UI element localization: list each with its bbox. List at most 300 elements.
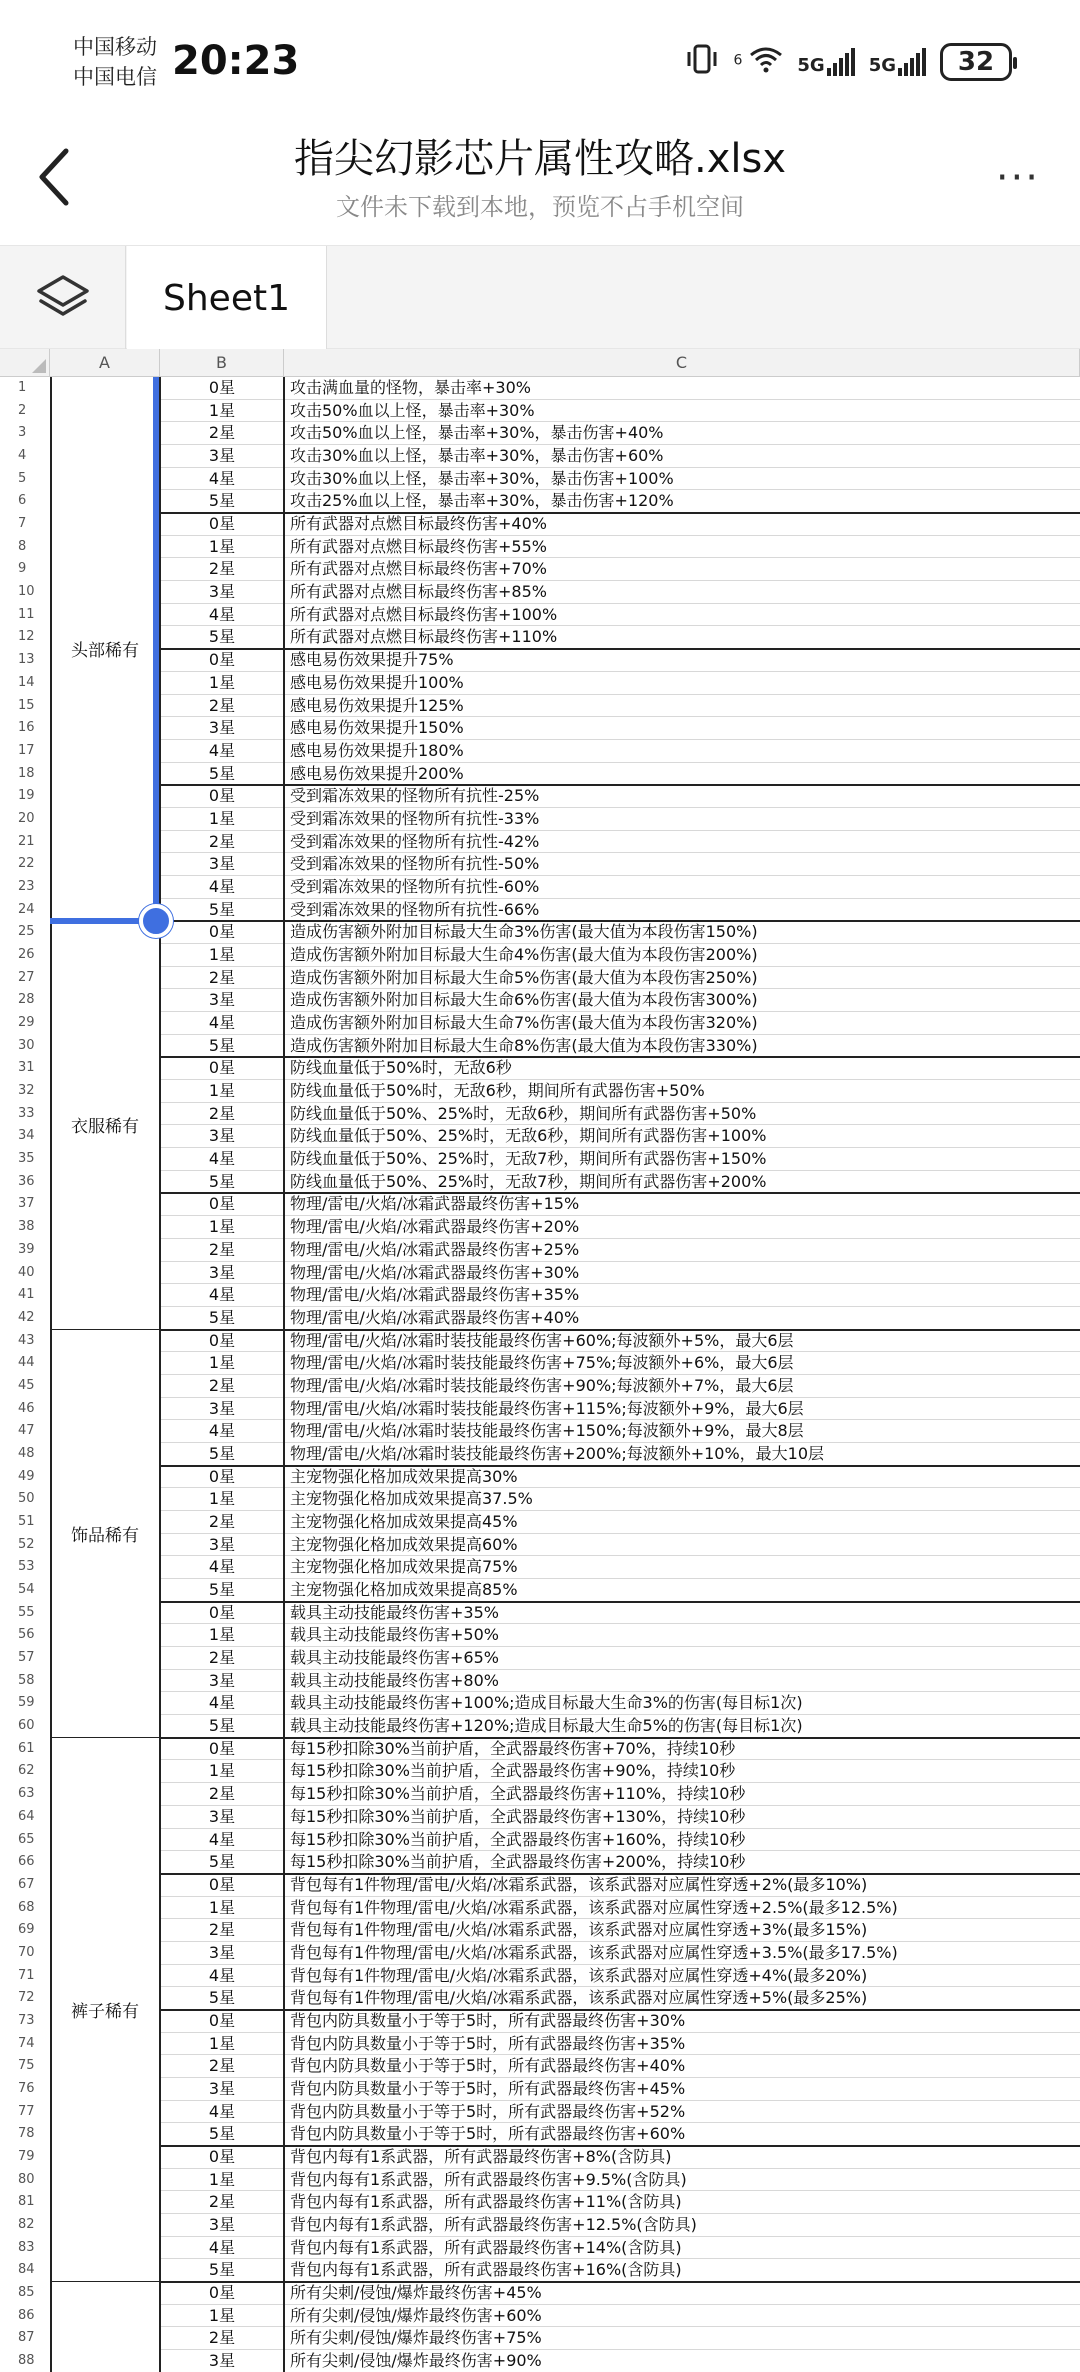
row-header[interactable]: 33 <box>18 1105 35 1121</box>
row-header[interactable]: 51 <box>18 1514 35 1529</box>
cell-star-level[interactable]: 5星 <box>208 627 236 647</box>
row-header[interactable]: 22 <box>18 856 35 872</box>
cell-star-level[interactable]: 3星 <box>208 1126 236 1146</box>
cell-attribute-description[interactable]: 载具主动技能最终伤害+120%;造成目标最大生命5%的伤害(每目标1次) <box>290 1716 803 1736</box>
row-header[interactable]: 11 <box>18 606 35 622</box>
row-header[interactable]: 47 <box>18 1423 35 1439</box>
cell-attribute-description[interactable]: 受到霜冻效果的怪物所有抗性-50% <box>290 854 540 874</box>
row-header[interactable]: 13 <box>18 652 35 668</box>
tab-sheet1[interactable]: Sheet1 <box>127 246 327 350</box>
row-header[interactable]: 54 <box>18 1582 35 1598</box>
row-header[interactable]: 9 <box>18 561 27 577</box>
cell-attribute-description[interactable]: 受到霜冻效果的怪物所有抗性-33% <box>290 808 540 828</box>
cell-star-level[interactable]: 5星 <box>208 1716 236 1736</box>
row-header[interactable]: 70 <box>18 1944 35 1960</box>
cell-star-level[interactable]: 3星 <box>208 718 236 738</box>
row-header[interactable]: 39 <box>18 1241 35 1257</box>
cell-star-level[interactable]: 3星 <box>208 1806 236 1826</box>
cell-star-level[interactable]: 2星 <box>208 559 236 579</box>
row-header[interactable]: 74 <box>18 2035 35 2051</box>
row-header[interactable]: 58 <box>18 1672 35 1688</box>
row-header[interactable]: 75 <box>18 2058 35 2074</box>
network-label-1: 5G <box>797 55 825 76</box>
row-header[interactable]: 26 <box>18 947 35 962</box>
row-header[interactable]: 86 <box>18 2307 35 2323</box>
layers-icon <box>35 273 91 323</box>
cell-star-level[interactable]: 0星 <box>208 786 236 806</box>
cell-star-level[interactable]: 3星 <box>208 2215 236 2235</box>
cell-star-level[interactable]: 5星 <box>208 1988 236 2008</box>
cell-star-level[interactable]: 5星 <box>208 1580 236 1600</box>
cell-attribute-description[interactable]: 主宠物强化格加成效果提高85% <box>290 1580 518 1600</box>
cell-attribute-description[interactable]: 载具主动技能最终伤害+50% <box>290 1625 499 1645</box>
cell-star-level[interactable]: 4星 <box>208 1285 236 1305</box>
cell-attribute-description[interactable]: 受到霜冻效果的怪物所有抗性-60% <box>290 876 540 896</box>
cell-star-level[interactable]: 4星 <box>208 1965 236 1985</box>
row-header[interactable]: 43 <box>18 1332 35 1348</box>
row-header[interactable]: 57 <box>18 1650 35 1666</box>
vibrate-icon <box>685 42 719 82</box>
row-header[interactable]: 53 <box>18 1559 35 1575</box>
row-header[interactable]: 72 <box>18 1990 35 2006</box>
cell-attribute-description[interactable]: 主宠物强化格加成效果提高75% <box>290 1557 518 1577</box>
cell-star-level[interactable]: 3星 <box>208 1534 236 1554</box>
cell-star-level[interactable]: 3星 <box>208 2079 236 2098</box>
cell-star-level[interactable]: 5星 <box>208 1443 236 1463</box>
cell-attribute-description[interactable]: 感电易伤效果提升150% <box>290 718 464 738</box>
row-header[interactable]: 78 <box>18 2126 35 2142</box>
cell-star-level[interactable]: 0星 <box>208 1602 236 1622</box>
cell-attribute-description[interactable]: 所有尖刺/侵蚀/爆炸最终伤害+60% <box>290 2305 542 2325</box>
cell-attribute-description[interactable]: 所有武器对点燃目标最终伤害+100% <box>290 604 558 624</box>
row-header[interactable]: 31 <box>18 1060 35 1076</box>
row-header[interactable]: 73 <box>18 2012 35 2028</box>
cell-attribute-description[interactable]: 攻击50%血以上怪，暴击率+30%，暴击伤害+40% <box>290 423 664 443</box>
cell-star-level[interactable]: 2星 <box>208 2056 236 2076</box>
cell-star-level[interactable]: 1星 <box>208 1217 236 1237</box>
cell-star-level[interactable]: 1星 <box>208 1353 236 1373</box>
cell-attribute-description[interactable]: 背包内防具数量小于等于5时，所有武器最终伤害+60% <box>290 2124 686 2144</box>
cell-attribute-description[interactable]: 载具主动技能最终伤害+35% <box>290 1602 499 1622</box>
cell-attribute-description[interactable]: 攻击满血量的怪物，暴击率+30% <box>290 378 531 397</box>
row-header[interactable]: 10 <box>18 584 35 600</box>
cell-attribute-description[interactable]: 所有武器对点燃目标最终伤害+55% <box>290 536 547 556</box>
cell-attribute-description[interactable]: 感电易伤效果提升180% <box>290 740 464 760</box>
cell-attribute-description[interactable]: 防线血量低于50%、25%时，无敌6秒，期间所有武器伤害+100% <box>290 1126 767 1146</box>
cell-attribute-description[interactable]: 背包内每有1系武器，所有武器最终伤害+12.5%(含防具) <box>290 2215 697 2235</box>
cell-star-level[interactable]: 2星 <box>208 1784 236 1804</box>
cell-star-level[interactable]: 3星 <box>208 990 236 1010</box>
cell-star-level[interactable]: 2星 <box>208 695 236 715</box>
cell-attribute-description[interactable]: 防线血量低于50%、25%时，无敌7秒，期间所有武器伤害+200% <box>290 1171 767 1191</box>
cell-attribute-description[interactable]: 受到霜冻效果的怪物所有抗性-25% <box>290 786 540 806</box>
row-header[interactable]: 32 <box>18 1083 35 1099</box>
cell-star-level[interactable]: 5星 <box>208 899 236 919</box>
row-header[interactable]: 3 <box>18 425 27 441</box>
cell-attribute-description[interactable]: 背包每有1件物理/雷电/火焰/冰霜系武器，该系武器对应属性穿透+4%(最多20%) <box>290 1965 868 1985</box>
cell-attribute-description[interactable]: 背包内防具数量小于等于5时，所有武器最终伤害+30% <box>290 2010 686 2030</box>
merged-category-cell[interactable] <box>50 2282 160 2372</box>
cell-attribute-description[interactable]: 造成伤害额外附加目标最大生命6%伤害(最大值为本段伤害300%) <box>290 990 758 1010</box>
cell-star-level[interactable]: 3星 <box>208 1398 236 1418</box>
row-header[interactable]: 5 <box>18 470 27 486</box>
row-header[interactable]: 45 <box>18 1377 35 1393</box>
merged-category-cell[interactable]: 裤子稀有 <box>50 1738 160 2281</box>
row-header[interactable]: 25 <box>18 924 35 940</box>
cell-star-level[interactable]: 5星 <box>208 1307 236 1327</box>
cell-star-level[interactable]: 2星 <box>208 1512 236 1531</box>
cell-star-level[interactable]: 4星 <box>208 740 236 760</box>
cell-attribute-description[interactable]: 攻击30%血以上怪，暴击率+30%，暴击伤害+100% <box>290 468 674 488</box>
cell-star-level[interactable]: 4星 <box>208 1421 236 1441</box>
row-header[interactable]: 24 <box>18 901 35 917</box>
block-separator <box>160 1465 1080 1467</box>
cell-attribute-description[interactable]: 物理/雷电/火焰/冰霜武器最终伤害+15% <box>290 1194 580 1214</box>
cell-star-level[interactable]: 5星 <box>208 491 236 511</box>
cell-star-level[interactable]: 3星 <box>208 1262 236 1282</box>
row-header[interactable]: 64 <box>18 1808 35 1824</box>
cell-attribute-description[interactable]: 攻击30%血以上怪，暴击率+30%，暴击伤害+60% <box>290 446 664 466</box>
cell-attribute-description[interactable]: 物理/雷电/火焰/冰霜时装技能最终伤害+90%;每波额外+7%，最大6层 <box>290 1375 794 1395</box>
cell-star-level[interactable]: 4星 <box>208 1693 236 1713</box>
cell-star-level[interactable]: 5星 <box>208 2124 236 2144</box>
cell-star-level[interactable]: 5星 <box>208 763 236 783</box>
row-header[interactable]: 6 <box>18 493 27 509</box>
row-header[interactable]: 21 <box>18 833 35 849</box>
cell-attribute-description[interactable]: 所有尖刺/侵蚀/爆炸最终伤害+75% <box>290 2328 542 2348</box>
row-header[interactable]: 15 <box>18 697 35 713</box>
cell-star-level[interactable]: 0星 <box>208 922 236 942</box>
block-separator <box>160 1737 1080 1739</box>
cell-star-level[interactable]: 0星 <box>208 1874 236 1894</box>
status-icons <box>685 42 1012 82</box>
cell-star-level[interactable]: 5星 <box>208 2260 236 2280</box>
cell-attribute-description[interactable]: 物理/雷电/火焰/冰霜时装技能最终伤害+60%;每波额外+5%，最大6层 <box>290 1330 794 1350</box>
network-label-2: 5G <box>868 55 896 76</box>
row-header[interactable]: 28 <box>18 992 35 1008</box>
cell-star-level[interactable]: 2星 <box>208 2192 236 2212</box>
row-header[interactable]: 7 <box>18 516 27 532</box>
cell-attribute-description[interactable]: 感电易伤效果提升200% <box>290 763 464 783</box>
cell-attribute-description[interactable]: 受到霜冻效果的怪物所有抗性-66% <box>290 899 540 919</box>
cell-attribute-description[interactable]: 每15秒扣除30%当前护盾，全武器最终伤害+130%，持续10秒 <box>290 1806 746 1826</box>
cell-star-level[interactable]: 3星 <box>208 446 236 466</box>
row-header[interactable]: 52 <box>18 1536 35 1552</box>
cell-star-level[interactable]: 0星 <box>208 1738 236 1758</box>
cell-star-level[interactable]: 4星 <box>208 1149 236 1169</box>
cell-star-level[interactable]: 1星 <box>208 1761 236 1781</box>
cell-star-level[interactable]: 2星 <box>208 1103 236 1123</box>
row-header[interactable]: 14 <box>18 674 35 690</box>
select-all-corner[interactable] <box>0 349 50 377</box>
row-header[interactable]: 38 <box>18 1219 35 1235</box>
cell-attribute-description[interactable]: 主宠物强化格加成效果提高45% <box>290 1512 518 1531</box>
cell-attribute-description[interactable]: 背包内防具数量小于等于5时，所有武器最终伤害+45% <box>290 2079 686 2098</box>
row-header[interactable]: 88 <box>18 2353 35 2369</box>
row-header[interactable]: 20 <box>18 810 35 826</box>
cell-star-level[interactable]: 1星 <box>208 1625 236 1645</box>
cell-attribute-description[interactable]: 背包内每有1系武器，所有武器最终伤害+9.5%(含防具) <box>290 2169 687 2189</box>
row-header[interactable]: 65 <box>18 1831 35 1847</box>
cell-attribute-description[interactable]: 背包每有1件物理/雷电/火焰/冰霜系武器，该系武器对应属性穿透+2%(最多10%) <box>290 1874 868 1894</box>
row-header[interactable]: 85 <box>18 2285 35 2301</box>
cell-star-level[interactable]: 1星 <box>208 400 236 420</box>
battery-level: 32 <box>957 47 995 77</box>
block-separator <box>160 1056 1080 1058</box>
cell-star-level[interactable]: 4星 <box>208 2237 236 2257</box>
cell-attribute-description[interactable]: 造成伤害额外附加目标最大生命8%伤害(最大值为本段伤害330%) <box>290 1035 758 1055</box>
row-header[interactable]: 76 <box>18 2081 35 2096</box>
cell-star-level[interactable]: 2星 <box>208 1239 236 1259</box>
cell-attribute-description[interactable]: 每15秒扣除30%当前护盾，全武器最终伤害+110%，持续10秒 <box>290 1784 746 1804</box>
cell-star-level[interactable]: 5星 <box>208 1171 236 1191</box>
cell-attribute-description[interactable]: 每15秒扣除30%当前护盾，全武器最终伤害+90%，持续10秒 <box>290 1761 736 1781</box>
cell-attribute-description[interactable]: 背包每有1件物理/雷电/火焰/冰霜系武器，该系武器对应属性穿透+3%(最多15%) <box>290 1920 868 1940</box>
cell-star-level[interactable]: 4星 <box>208 1557 236 1577</box>
cell-attribute-description[interactable]: 造成伤害额外附加目标最大生命4%伤害(最大值为本段伤害200%) <box>290 945 758 964</box>
cell-attribute-description[interactable]: 所有尖刺/侵蚀/爆炸最终伤害+45% <box>290 2283 542 2303</box>
cell-attribute-description[interactable]: 防线血量低于50%、25%时，无敌7秒，期间所有武器伤害+150% <box>290 1149 767 1169</box>
row-header[interactable]: 83 <box>18 2239 35 2255</box>
merged-category-cell[interactable]: 头部稀有 <box>50 377 160 920</box>
cell-attribute-description[interactable]: 物理/雷电/火焰/冰霜时装技能最终伤害+75%;每波额外+6%，最大6层 <box>290 1353 794 1373</box>
cell-attribute-description[interactable]: 主宠物强化格加成效果提高60% <box>290 1534 518 1554</box>
cell-star-level[interactable]: 2星 <box>208 1920 236 1940</box>
block-separator <box>160 920 1080 922</box>
block-separator <box>160 1192 1080 1194</box>
cell-star-level[interactable]: 1星 <box>208 2169 236 2189</box>
row-header[interactable]: 41 <box>18 1287 35 1303</box>
cell-attribute-description[interactable]: 背包内每有1系武器，所有武器最终伤害+14%(含防具) <box>290 2237 682 2257</box>
cell-attribute-description[interactable]: 载具主动技能最终伤害+100%;造成目标最大生命3%的伤害(每目标1次) <box>290 1693 803 1713</box>
battery-icon <box>940 43 1012 81</box>
cell-attribute-description[interactable]: 物理/雷电/火焰/冰霜武器最终伤害+25% <box>290 1239 580 1259</box>
row-header[interactable]: 69 <box>18 1922 35 1938</box>
cell-star-level[interactable]: 2星 <box>208 423 236 443</box>
row-header[interactable]: 77 <box>18 2103 35 2119</box>
cell-star-level[interactable]: 0星 <box>208 2283 236 2303</box>
row-header[interactable]: 80 <box>18 2171 35 2187</box>
row-header[interactable]: 84 <box>18 2262 35 2278</box>
cell-star-level[interactable]: 1星 <box>208 1081 236 1101</box>
cell-attribute-description[interactable]: 感电易伤效果提升75% <box>290 650 454 670</box>
cell-star-level[interactable]: 0星 <box>208 378 236 397</box>
row-header[interactable]: 19 <box>18 788 35 804</box>
row-header[interactable]: 67 <box>18 1876 35 1892</box>
row-header[interactable]: 49 <box>18 1468 35 1484</box>
cell-star-level[interactable]: 2星 <box>208 1375 236 1395</box>
cell-attribute-description[interactable]: 感电易伤效果提升100% <box>290 672 464 692</box>
cell-star-level[interactable]: 3星 <box>208 2351 236 2371</box>
row-header[interactable]: 44 <box>18 1355 35 1371</box>
cell-star-level[interactable]: 0星 <box>208 2010 236 2030</box>
row-header[interactable]: 16 <box>18 720 35 736</box>
cell-star-level[interactable]: 1星 <box>208 2305 236 2325</box>
document-subtitle: 文件未下载到本地，预览不占手机空间 <box>336 193 744 221</box>
cell-attribute-description[interactable]: 每15秒扣除30%当前护盾，全武器最终伤害+200%，持续10秒 <box>290 1852 746 1872</box>
block-separator <box>160 2281 1080 2283</box>
cell-star-level[interactable]: 0星 <box>208 2147 236 2167</box>
cell-attribute-description[interactable]: 所有尖刺/侵蚀/爆炸最终伤害+90% <box>290 2351 542 2371</box>
column-header-a[interactable]: A <box>50 349 160 377</box>
row-header[interactable]: 12 <box>18 629 35 645</box>
group-border-vertical <box>159 377 161 2372</box>
cell-star-level[interactable]: 1星 <box>208 1489 236 1509</box>
row-header[interactable]: 18 <box>18 765 35 781</box>
cell-attribute-description[interactable]: 背包内每有1系武器，所有武器最终伤害+16%(含防具) <box>290 2260 682 2280</box>
row-header[interactable]: 42 <box>18 1309 35 1325</box>
row-header[interactable]: 40 <box>18 1264 35 1280</box>
cell-star-level[interactable]: 4星 <box>208 604 236 624</box>
row-header[interactable]: 71 <box>18 1967 35 1983</box>
cell-star-level[interactable]: 3星 <box>208 854 236 874</box>
cell-star-level[interactable]: 0星 <box>208 1466 236 1486</box>
row-header[interactable]: 56 <box>18 1627 35 1643</box>
cell-star-level[interactable]: 0星 <box>208 1194 236 1214</box>
merged-category-cell[interactable]: 饰品稀有 <box>50 1330 160 1737</box>
cell-star-level[interactable]: 1星 <box>208 1897 236 1917</box>
cell-attribute-description[interactable]: 物理/雷电/火焰/冰霜武器最终伤害+30% <box>290 1262 580 1282</box>
cell-attribute-description[interactable]: 背包每有1件物理/雷电/火焰/冰霜系武器，该系武器对应属性穿透+3.5%(最多17.5%) <box>290 1942 898 1962</box>
cell-star-level[interactable]: 4星 <box>208 1013 236 1033</box>
row-header[interactable]: 82 <box>18 2217 35 2233</box>
cell-attribute-description[interactable]: 载具主动技能最终伤害+80% <box>290 1670 499 1690</box>
row-header[interactable]: 60 <box>18 1718 35 1734</box>
more-options-icon[interactable]: ··· <box>995 155 1040 201</box>
cell-star-level[interactable]: 0星 <box>208 1330 236 1350</box>
cell-attribute-description[interactable]: 所有武器对点燃目标最终伤害+70% <box>290 559 547 579</box>
row-header[interactable]: 62 <box>18 1763 35 1779</box>
row-header[interactable]: 61 <box>18 1740 35 1756</box>
cell-star-level[interactable]: 2星 <box>208 2328 236 2348</box>
cell-attribute-description[interactable]: 物理/雷电/火焰/冰霜时装技能最终伤害+200%;每波额外+10%，最大10层 <box>290 1443 825 1463</box>
cell-attribute-description[interactable]: 攻击50%血以上怪，暴击率+30% <box>290 400 535 420</box>
cell-star-level[interactable]: 4星 <box>208 468 236 488</box>
cell-star-level[interactable]: 5星 <box>208 1035 236 1055</box>
row-header[interactable]: 27 <box>18 969 35 985</box>
row-header[interactable]: 50 <box>18 1491 35 1507</box>
column-header-b[interactable]: B <box>160 349 284 377</box>
cell-star-level[interactable]: 1星 <box>208 945 236 964</box>
cell-attribute-description[interactable]: 感电易伤效果提升125% <box>290 695 464 715</box>
row-header[interactable]: 34 <box>18 1128 35 1144</box>
cell-attribute-description[interactable]: 所有武器对点燃目标最终伤害+110% <box>290 627 558 647</box>
row-header[interactable]: 8 <box>18 538 27 554</box>
row-header[interactable]: 36 <box>18 1173 35 1189</box>
row-header[interactable]: 59 <box>18 1695 35 1711</box>
row-header[interactable]: 17 <box>18 742 35 758</box>
cell-attribute-description[interactable]: 物理/雷电/火焰/冰霜时装技能最终伤害+115%;每波额外+9%，最大6层 <box>290 1398 804 1418</box>
cell-attribute-description[interactable]: 防线血量低于50%、25%时，无敌6秒，期间所有武器伤害+50% <box>290 1103 757 1123</box>
row-header[interactable]: 1 <box>18 380 27 395</box>
cell-attribute-description[interactable]: 每15秒扣除30%当前护盾，全武器最终伤害+160%，持续10秒 <box>290 1829 746 1849</box>
cell-attribute-description[interactable]: 受到霜冻效果的怪物所有抗性-42% <box>290 831 540 851</box>
cell-attribute-description[interactable]: 背包内防具数量小于等于5时，所有武器最终伤害+52% <box>290 2101 686 2121</box>
block-separator <box>160 648 1080 650</box>
signal-bars-icon <box>898 48 926 76</box>
block-separator <box>160 2145 1080 2147</box>
row-header[interactable]: 66 <box>18 1854 35 1870</box>
title-bar <box>0 115 1080 235</box>
cell-attribute-description[interactable]: 物理/雷电/火焰/冰霜武器最终伤害+35% <box>290 1285 580 1305</box>
row-header[interactable]: 35 <box>18 1151 35 1167</box>
cell-star-level[interactable]: 0星 <box>208 1058 236 1078</box>
cell-star-level[interactable]: 1星 <box>208 536 236 556</box>
cell-star-level[interactable]: 2星 <box>208 967 236 987</box>
row-header[interactable]: 29 <box>18 1015 35 1031</box>
cell-star-level[interactable]: 3星 <box>208 1670 236 1690</box>
cell-attribute-description[interactable]: 背包每有1件物理/雷电/火焰/冰霜系武器，该系武器对应属性穿透+5%(最多25%) <box>290 1988 868 2008</box>
cell-attribute-description[interactable]: 防线血量低于50%时，无敌6秒 <box>290 1058 512 1078</box>
cell-star-level[interactable]: 2星 <box>208 1648 236 1668</box>
spreadsheet-grid[interactable] <box>0 349 1080 2372</box>
cell-star-level[interactable]: 5星 <box>208 1852 236 1872</box>
cell-attribute-description[interactable]: 所有武器对点燃目标最终伤害+40% <box>290 514 547 534</box>
cell-attribute-description[interactable]: 每15秒扣除30%当前护盾，全武器最终伤害+70%，持续10秒 <box>290 1738 736 1758</box>
cell-attribute-description[interactable]: 物理/雷电/火焰/冰霜武器最终伤害+40% <box>290 1307 580 1327</box>
cell-attribute-description[interactable]: 物理/雷电/火焰/冰霜武器最终伤害+20% <box>290 1217 580 1237</box>
cell-attribute-description[interactable]: 背包内防具数量小于等于5时，所有武器最终伤害+40% <box>290 2056 686 2076</box>
row-header[interactable]: 79 <box>18 2149 35 2165</box>
cell-attribute-description[interactable]: 背包内防具数量小于等于5时，所有武器最终伤害+35% <box>290 2033 686 2053</box>
cell-attribute-description[interactable]: 主宠物强化格加成效果提高37.5% <box>290 1489 533 1509</box>
row-header[interactable]: 37 <box>18 1196 35 1212</box>
cell-attribute-description[interactable]: 造成伤害额外附加目标最大生命5%伤害(最大值为本段伤害250%) <box>290 967 758 987</box>
cell-star-level[interactable]: 1星 <box>208 672 236 692</box>
cell-star-level[interactable]: 2星 <box>208 831 236 851</box>
cell-star-level[interactable]: 0星 <box>208 514 236 534</box>
cell-attribute-description[interactable]: 载具主动技能最终伤害+65% <box>290 1648 499 1668</box>
row-header[interactable]: 48 <box>18 1445 35 1461</box>
cell-attribute-description[interactable]: 物理/雷电/火焰/冰霜时装技能最终伤害+150%;每波额外+9%，最大8层 <box>290 1421 804 1441</box>
cell-star-level[interactable]: 4星 <box>208 2101 236 2121</box>
selection-border <box>153 377 159 921</box>
cell-star-level[interactable]: 3星 <box>208 1942 236 1962</box>
row-header[interactable]: 55 <box>18 1604 35 1620</box>
row-header[interactable]: 2 <box>18 402 27 418</box>
block-separator <box>160 1329 1080 1331</box>
row-header[interactable]: 30 <box>18 1037 35 1053</box>
row-header[interactable]: 87 <box>18 2330 35 2346</box>
row-header[interactable]: 81 <box>18 2194 35 2210</box>
cell-attribute-description[interactable]: 所有武器对点燃目标最终伤害+85% <box>290 582 547 602</box>
cell-attribute-description[interactable]: 主宠物强化格加成效果提高30% <box>290 1466 518 1486</box>
row-header[interactable]: 46 <box>18 1400 35 1416</box>
merged-category-cell[interactable]: 衣服稀有 <box>50 921 160 1328</box>
cell-star-level[interactable]: 4星 <box>208 876 236 896</box>
cell-attribute-description[interactable]: 防线血量低于50%时，无敌6秒，期间所有武器伤害+50% <box>290 1081 705 1101</box>
row-header[interactable]: 68 <box>18 1899 35 1915</box>
row-header[interactable]: 4 <box>18 448 27 464</box>
cell-attribute-description[interactable]: 背包内每有1系武器，所有武器最终伤害+11%(含防具) <box>290 2192 682 2212</box>
row-header[interactable]: 23 <box>18 878 35 894</box>
row-header[interactable]: 63 <box>18 1786 35 1802</box>
cell-attribute-description[interactable]: 背包内每有1系武器，所有武器最终伤害+8%(含防具) <box>290 2147 672 2167</box>
cell-attribute-description[interactable]: 背包每有1件物理/雷电/火焰/冰霜系武器，该系武器对应属性穿透+2.5%(最多12.5%) <box>290 1897 898 1917</box>
signal-1 <box>797 48 854 76</box>
cell-star-level[interactable]: 1星 <box>208 2033 236 2053</box>
cell-star-level[interactable]: 4星 <box>208 1829 236 1849</box>
column-header-c[interactable]: C <box>284 349 1080 377</box>
sheets-menu-button[interactable] <box>0 246 126 350</box>
cell-attribute-description[interactable]: 攻击25%血以上怪，暴击率+30%，暴击伤害+120% <box>290 491 674 511</box>
cell-star-level[interactable]: 3星 <box>208 582 236 602</box>
cell-star-level[interactable]: 0星 <box>208 650 236 670</box>
cell-attribute-description[interactable]: 造成伤害额外附加目标最大生命7%伤害(最大值为本段伤害320%) <box>290 1013 758 1033</box>
block-border-vertical <box>283 377 285 2372</box>
cell-star-level[interactable]: 1星 <box>208 808 236 828</box>
cell-attribute-description[interactable]: 造成伤害额外附加目标最大生命3%伤害(最大值为本段伤害150%) <box>290 922 758 942</box>
